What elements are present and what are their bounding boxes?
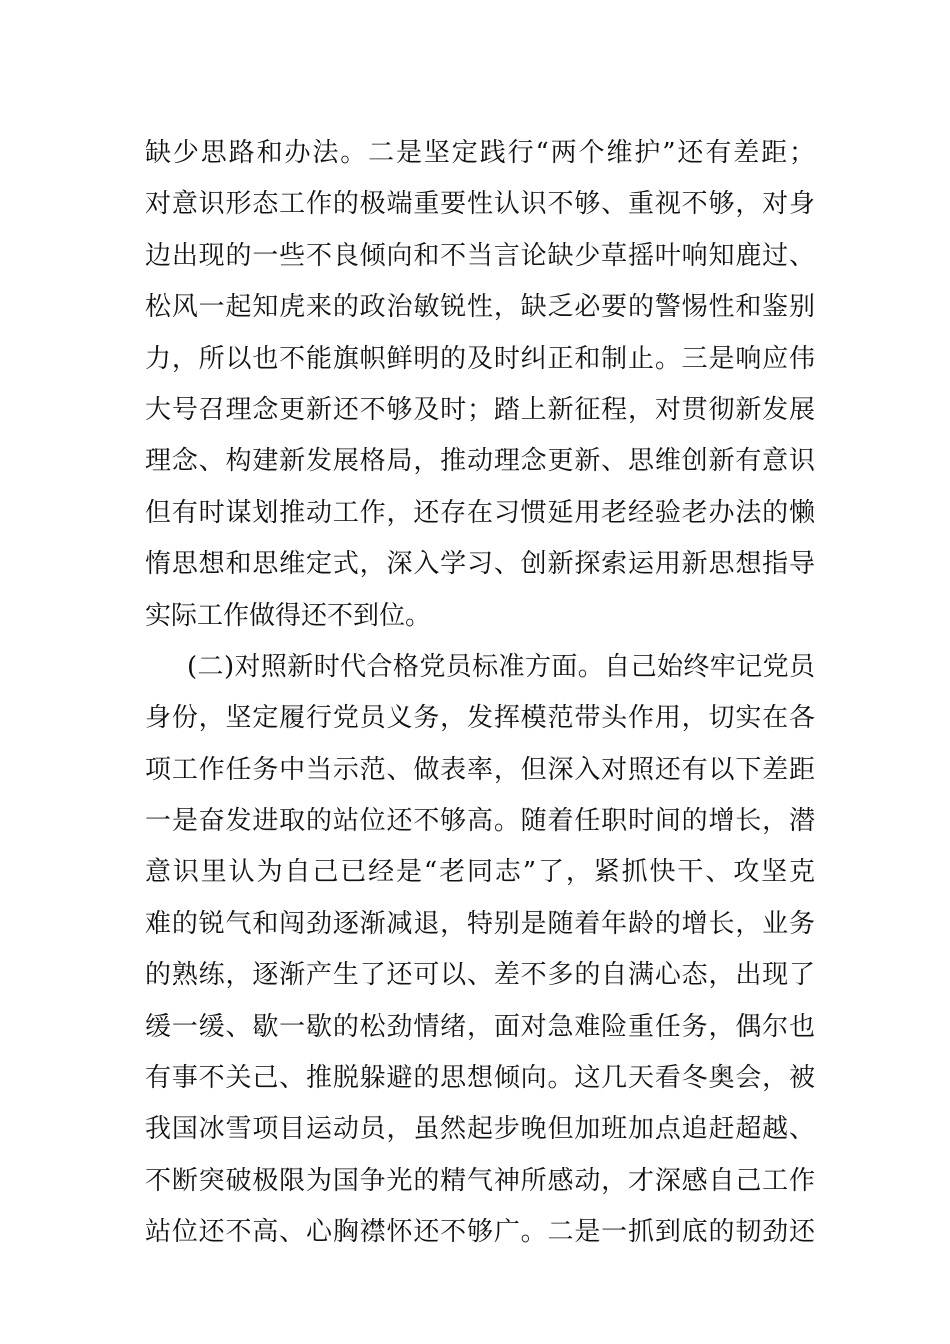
text-line: 不断突破极限为国争光的精气神所感动，才深感自己工作 <box>145 1165 815 1196</box>
text-line: 项工作任务中当示范、做表率，但深入对照还有以下差距 <box>145 754 815 785</box>
text-line: 理念、构建新发展格局，推动理念更新、思维创新有意识 <box>145 446 815 477</box>
text-line: 身份，坚定履行党员义务，发挥模范带头作用，切实在各 <box>145 703 815 734</box>
text-line: 站位还不高、心胸襟怀还不够广。二是一抓到底的韧劲还 <box>145 1217 815 1248</box>
text-line: 但有时谋划推动工作，还存在习惯延用老经验老办法的懒 <box>145 497 815 528</box>
text-line: 力，所以也不能旗帜鲜明的及时纠正和制止。三是响应伟 <box>145 343 815 374</box>
text-line: 对意识形态工作的极端重要性认识不够、重视不够，对身 <box>145 189 815 220</box>
text-line: 缺少思路和办法。二是坚定践行“两个维护”还有差距； <box>145 138 815 168</box>
text-line: 边出现的一些不良倾向和不当言论缺少草摇叶响知鹿过、 <box>145 240 815 271</box>
text-line: 缓一缓、歇一歇的松劲情绪，面对急难险重任务，偶尔也 <box>145 1011 815 1042</box>
text-line: 我国冰雪项目运动员，虽然起步晚但加班加点追赶超越、 <box>145 1114 815 1145</box>
section-heading-line: (二)对照新时代合格党员标准方面。自己始终牢记党员 <box>187 651 815 682</box>
text-line: 难的锐气和闯劲逐渐减退，特别是随着年龄的增长，业务 <box>145 908 815 939</box>
text-line: 实际工作做得还不到位。 <box>145 600 432 631</box>
text-line: 一是奋发进取的站位还不够高。随着任职时间的增长，潜 <box>145 806 815 837</box>
text-line: 意识里认为自己已经是“老同志”了，紧抓快干、攻坚克 <box>145 857 815 888</box>
text-line: 大号召理念更新还不够及时；踏上新征程，对贯彻新发展 <box>145 394 815 425</box>
text-line: 松风一起知虎来的政治敏锐性，缺乏必要的警惕性和鉴别 <box>145 292 815 323</box>
body-text <box>145 128 815 1259</box>
text-line: 惰思想和思维定式，深入学习、创新探索运用新思想指导 <box>145 549 815 580</box>
text-line: 有事不关己、推脱躲避的思想倾向。这几天看冬奥会，被 <box>145 1063 815 1094</box>
text-line: 的熟练，逐渐产生了还可以、差不多的自满心态，出现了 <box>145 960 815 991</box>
